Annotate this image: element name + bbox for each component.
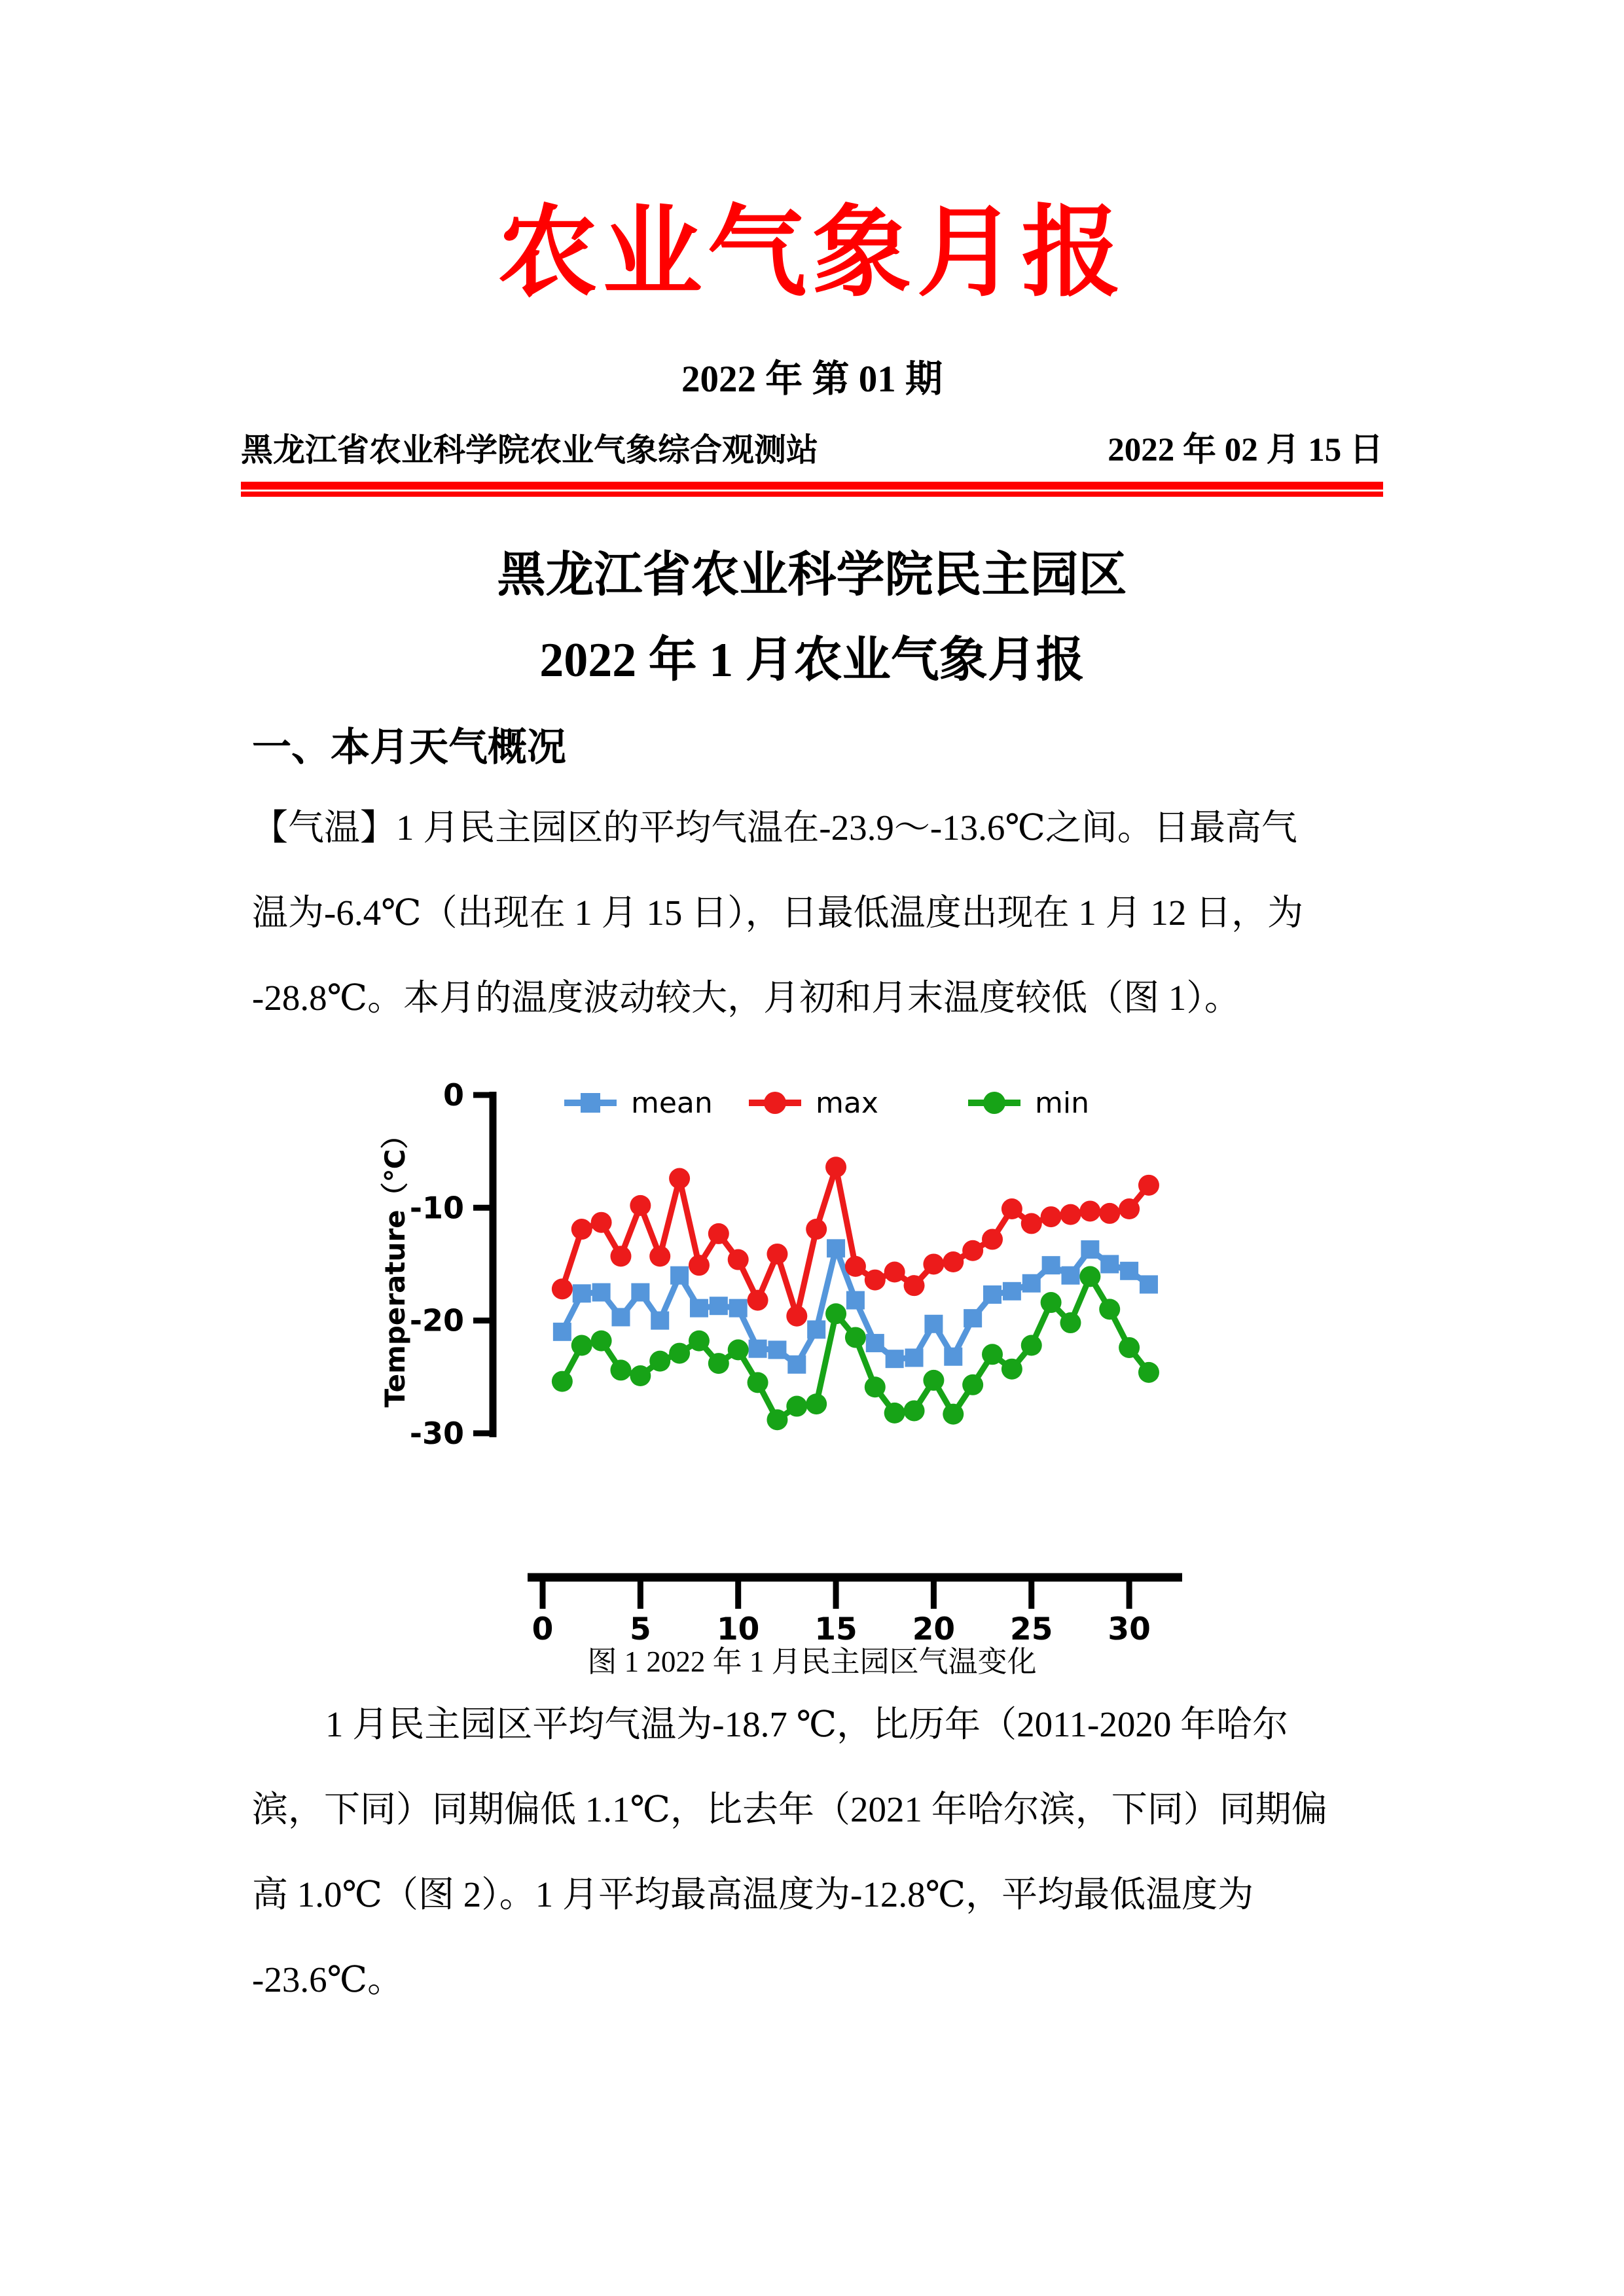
series-min-point — [728, 1339, 749, 1360]
series-min-point — [845, 1327, 866, 1348]
paragraph-line: 1 月民主园区平均气温为-18.7 ℃，比历年（2011-2020 年哈尔 — [325, 1704, 1289, 1744]
series-mean-point — [807, 1320, 825, 1338]
series-min-point — [1079, 1266, 1100, 1287]
series-mean-point — [846, 1291, 865, 1310]
series-min-point — [630, 1365, 651, 1386]
paragraph-line: -28.8℃。本月的温度波动较大，月初和月末温度较低（图 1）。 — [252, 978, 1240, 1018]
paragraph-line: -23.6℃。 — [252, 1960, 404, 2000]
series-mean-point — [964, 1309, 982, 1327]
x-tick-label: 0 — [532, 1611, 554, 1647]
series-max-point — [748, 1290, 768, 1311]
series-min-point — [982, 1344, 1003, 1365]
series-max-point — [943, 1251, 964, 1272]
series-max-point — [1001, 1198, 1022, 1219]
series-min-point — [825, 1303, 846, 1324]
series-mean-point — [944, 1348, 962, 1366]
issue-date: 2022 年 02 月 15 日 — [1108, 432, 1383, 469]
series-mean-point — [983, 1285, 1001, 1304]
series-mean-point — [924, 1315, 943, 1333]
series-mean-point — [1081, 1240, 1099, 1259]
report-heading-organization: 黑龙江省农业科学院民主园区 — [497, 548, 1127, 602]
series-min-point — [1138, 1362, 1159, 1383]
series-min-point — [708, 1353, 729, 1374]
series-min-point — [1119, 1337, 1140, 1358]
y-tick-label: -10 — [409, 1190, 464, 1226]
series-min-point — [904, 1400, 925, 1421]
series-max-point — [786, 1306, 807, 1327]
series-max-point — [1021, 1213, 1042, 1234]
paragraph-temperature — [252, 785, 1373, 1041]
x-tick-label: 30 — [1108, 1611, 1151, 1647]
y-tick-label: -30 — [409, 1415, 464, 1451]
series-max-point — [552, 1278, 573, 1299]
series-mean-point — [787, 1355, 806, 1374]
series-min-point — [865, 1376, 886, 1397]
series-min-point — [552, 1371, 573, 1392]
series-mean-point — [1140, 1275, 1158, 1293]
series-mean-point — [827, 1239, 845, 1257]
series-min-point — [884, 1403, 905, 1424]
series-min-point — [571, 1335, 592, 1356]
series-max-point — [1138, 1175, 1159, 1196]
series-mean-point — [729, 1299, 748, 1318]
figure1-caption: 图 1 2022 年 1 月民主园区气温变化 — [587, 1645, 1037, 1678]
series-min-point — [943, 1404, 964, 1425]
legend-mean-label: mean — [631, 1086, 713, 1120]
series-mean-point — [866, 1334, 884, 1352]
series-min-point — [748, 1372, 768, 1393]
series-min-point — [1099, 1299, 1120, 1319]
issue-number: 2022 年 第 01 期 — [681, 359, 943, 400]
series-mean-point — [670, 1266, 689, 1285]
series-mean-point — [710, 1297, 728, 1315]
y-tick-label: 0 — [442, 1077, 464, 1113]
series-mean-point — [1022, 1274, 1041, 1293]
series-max-point — [962, 1240, 983, 1261]
series-min-point — [962, 1374, 983, 1395]
series-max-point — [982, 1229, 1003, 1250]
series-min-point — [649, 1351, 670, 1372]
temperature-line-chart — [367, 1060, 1198, 1649]
series-min-point — [786, 1396, 807, 1417]
series-mean-point — [749, 1340, 767, 1358]
series-max-point — [1119, 1198, 1140, 1219]
y-axis-title: Temperature（℃） — [379, 1121, 411, 1408]
series-max-point — [708, 1223, 729, 1244]
series-mean-point — [631, 1283, 649, 1302]
series-mean-point — [553, 1323, 571, 1341]
series-max-point — [865, 1270, 886, 1291]
x-tick-label: 5 — [629, 1611, 651, 1647]
series-mean-point — [1003, 1282, 1021, 1300]
series-max-point — [649, 1246, 670, 1266]
series-min-point — [1001, 1359, 1022, 1380]
series-max-point — [610, 1246, 631, 1266]
series-max-point — [1079, 1200, 1100, 1221]
series-mean-point — [768, 1340, 786, 1359]
series-min-point — [806, 1393, 827, 1414]
series-max-point — [669, 1168, 690, 1189]
series-max-point — [1041, 1206, 1062, 1227]
series-mean-point — [690, 1299, 708, 1318]
series-max-point — [923, 1253, 944, 1274]
series-mean-point — [1120, 1262, 1138, 1280]
series-mean-point — [1100, 1255, 1119, 1273]
legend-min-label: min — [1035, 1086, 1089, 1120]
paragraph-line: 高 1.0℃（图 2）。1 月平均最高温度为-12.8℃，平均最低温度为 — [252, 1874, 1254, 1914]
legend-max-marker — [764, 1092, 786, 1114]
y-tick-label: -20 — [409, 1302, 464, 1338]
paragraph-statistics — [252, 1682, 1373, 2022]
x-tick-label: 15 — [814, 1611, 857, 1647]
series-max-point — [845, 1256, 866, 1277]
paragraph-line: 滨，下同）同期偏低 1.1℃，比去年（2021 年哈尔滨，下同）同期偏 — [252, 1789, 1327, 1829]
series-mean-point — [592, 1283, 611, 1302]
series-min-point — [689, 1331, 710, 1352]
series-mean-point — [1061, 1266, 1079, 1285]
series-max-point — [728, 1249, 749, 1270]
masthead-title: 农业气象月报 — [497, 198, 1127, 308]
series-mean-point — [573, 1284, 591, 1302]
figure1-temperature-chart — [367, 1060, 1198, 1649]
series-min-point — [767, 1409, 787, 1430]
series-max-point — [825, 1157, 846, 1177]
series-min-point — [1021, 1335, 1042, 1356]
series-mean-point — [1042, 1256, 1060, 1274]
series-min-point — [669, 1343, 690, 1364]
paragraph-line: 【气温】1 月民主园区的平均气温在-23.9～-13.6℃之间。日最高气 — [252, 808, 1297, 848]
legend-min-marker — [983, 1092, 1005, 1114]
report-heading-title: 2022 年 1 月农业气象月报 — [539, 634, 1085, 687]
paragraph-line: 温为-6.4℃（出现在 1 月 15 日），日最低温度出现在 1 月 12 日，为 — [252, 893, 1304, 933]
masthead-info-row — [241, 429, 1383, 472]
series-min-point — [610, 1359, 631, 1380]
series-mean-point — [611, 1308, 630, 1326]
series-max-point — [904, 1275, 925, 1296]
legend-max-label: max — [816, 1086, 878, 1120]
series-max-point — [806, 1219, 827, 1240]
x-tick-label: 25 — [1010, 1611, 1053, 1647]
series-max-point — [1099, 1203, 1120, 1224]
series-max-point — [689, 1255, 710, 1276]
series-mean-point — [905, 1348, 924, 1367]
series-min-point — [923, 1370, 944, 1391]
series-min-point — [1041, 1292, 1062, 1313]
series-max-point — [630, 1195, 651, 1216]
series-max-point — [767, 1244, 787, 1265]
series-max-point — [571, 1219, 592, 1240]
series-min-point — [591, 1331, 612, 1352]
x-tick-label: 10 — [716, 1611, 760, 1647]
x-tick-label: 20 — [912, 1611, 956, 1647]
legend-mean-marker — [581, 1093, 600, 1113]
series-mean-point — [651, 1312, 669, 1330]
series-min-point — [1060, 1312, 1081, 1333]
section-heading-weather-overview: 一、本月天气概况 — [252, 726, 566, 769]
series-mean-point — [886, 1350, 904, 1368]
series-max-point — [1060, 1204, 1081, 1225]
series-max-point — [884, 1262, 905, 1283]
station-name: 黑龙江省农业科学院农业气象综合观测站 — [241, 432, 819, 468]
masthead-double-rule — [241, 482, 1383, 497]
series-max-point — [591, 1212, 612, 1233]
